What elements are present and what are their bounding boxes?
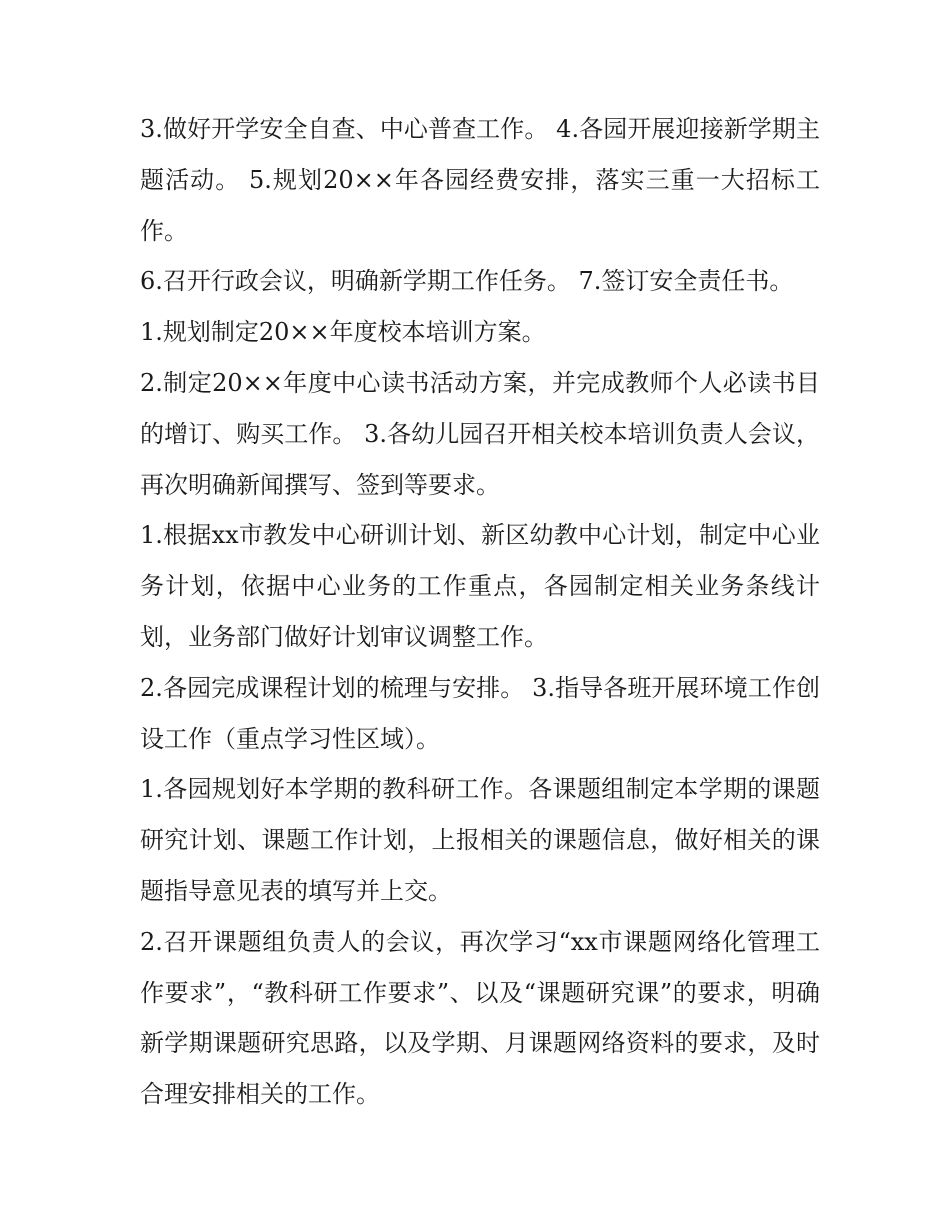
paragraph-5: 1.根据xx市教发中心研训计划、新区幼教中心计划，制定中心业务计划，依据中心业务的工作重点，各园制定相关业务条线计划，业务部门做好计划审议调整工作。 — [140, 521, 820, 651]
paragraph-2: 6.召开行政会议，明确新学期工作任务。 7.签订安全责任书。 — [140, 267, 794, 296]
paragraph-6: 2.各园完成课程计划的梳理与安排。 3.指导各班开展环境工作创设工作（重点学习性区域）。 — [140, 673, 820, 753]
paragraph-4: 2.制定20××年度中心读书活动方案，并完成教师个人必读书目的增订、购买工作。 3.各幼儿园召开相关校本培训负责人会议，再次明确新闻撰写、签到等要求。 — [140, 368, 820, 499]
paragraph-8: 2.召开课题组负责人的会议，再次学习“xx市课题网络化管理工作要求”，“教科研工作要求”、以及“课题研究课”的要求，明确新学期课题研究思路，以及学期、月课题网络资料的要求，及时合理安排相关的工作。 — [140, 927, 820, 1109]
paragraph-7: 1.各园规划好本学期的教科研工作。各课题组制定本学期的课题研究计划、课题工作计划，上报相关的课题信息，做好相关的课题指导意见表的填写并上交。 — [140, 775, 820, 905]
paragraph-3: 1.规划制定20××年度校本培训方案。 — [140, 318, 546, 347]
paragraph-1: 3.做好开学安全自查、中心普查工作。 4.各园开展迎接新学期主题活动。 5.规划20××年各园经费安排，落实三重一大招标工作。 — [140, 115, 820, 245]
document-body — [140, 104, 820, 1120]
